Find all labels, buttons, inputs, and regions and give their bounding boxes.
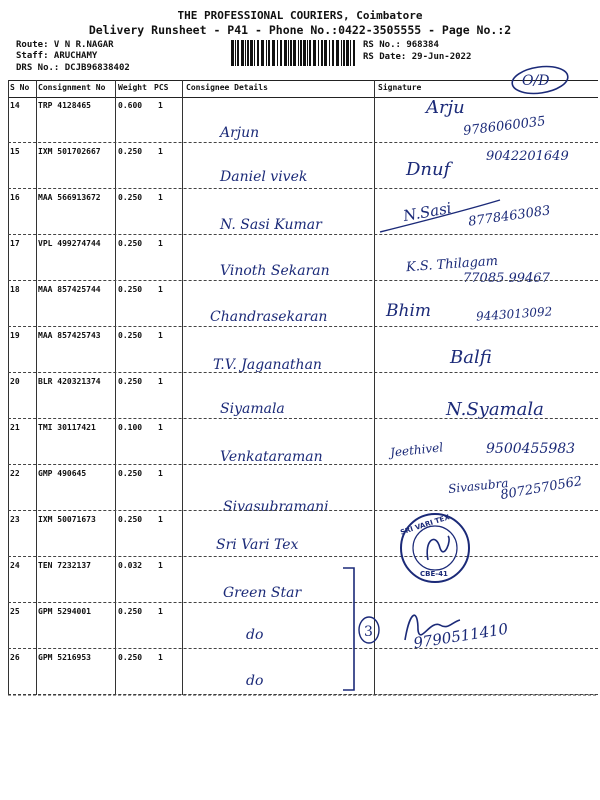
signature-handwriting: N.Sasi — [401, 198, 453, 226]
row-consignment: MAA 566913672 — [38, 193, 101, 202]
row-sno: 25 — [10, 607, 20, 616]
row-consignment: IXM 50071673 — [38, 515, 96, 524]
col-sno: S No — [10, 83, 30, 92]
barcode-icon — [231, 40, 355, 66]
row-sno: 21 — [10, 423, 20, 432]
row-pcs: 1 — [158, 653, 163, 662]
row-pcs: 1 — [158, 423, 163, 432]
signature-handwriting: Bhim — [386, 301, 431, 321]
row-sno: 18 — [10, 285, 20, 294]
phone-handwriting: 9042201649 — [486, 149, 569, 164]
signature-handwriting: K.S. Thilagam — [405, 253, 499, 276]
signature-handwriting: N.Syamala — [446, 399, 544, 420]
row-pcs: 1 — [158, 193, 163, 202]
table-row — [8, 373, 598, 419]
row-consignment: MAA 857425743 — [38, 331, 101, 340]
consignee-handwriting: Chandrasekaran — [210, 309, 328, 325]
row-pcs: 1 — [158, 607, 163, 616]
table-row — [8, 97, 598, 143]
col-pcs: PCS — [154, 83, 169, 92]
row-sno: 19 — [10, 331, 20, 340]
staff-label: Staff: ARUCHAMY — [16, 51, 98, 61]
signature-handwriting: Jeethivel — [389, 440, 444, 460]
signature-handwriting: Arju — [426, 97, 465, 118]
table-row — [8, 235, 598, 286]
company-title: THE PROFESSIONAL COURIERS, Coimbatore — [177, 9, 423, 22]
row-sno: 22 — [10, 469, 20, 478]
row-consignment: GPM 5294001 — [38, 607, 91, 616]
consignee-handwriting: Venkataraman — [220, 449, 323, 465]
row-consignment: MAA 857425744 — [38, 285, 101, 294]
phone-handwriting: 8072570562 — [499, 473, 584, 504]
col-weight: Weight — [118, 83, 147, 92]
table-row — [8, 603, 598, 653]
runsheet-title: Delivery Runsheet - P41 - Phone No.:0422-3505555 - Page No.:2 — [88, 23, 512, 37]
signature-handwriting: Sivasubra — [447, 475, 510, 497]
row-weight: 0.250 — [118, 285, 143, 294]
row-consignment: GMP 490645 — [38, 469, 87, 478]
row-pcs: 1 — [158, 331, 163, 340]
row-weight: 0.250 — [118, 653, 143, 662]
row-weight: 0.250 — [118, 515, 143, 524]
route-label: Route: V N R.NAGAR — [16, 40, 114, 50]
row-consignment: GPM 5216953 — [38, 653, 91, 662]
consignee-handwriting: do — [246, 673, 264, 689]
table-row — [8, 143, 598, 189]
drs-number: DRS No.: DCJB96838402 — [16, 63, 130, 73]
row-sno: 23 — [10, 515, 20, 524]
row-weight: 0.032 — [118, 561, 143, 570]
row-pcs: 1 — [158, 515, 163, 524]
consignee-handwriting: N. Sasi Kumar — [220, 217, 322, 233]
phone-handwriting: 9443013092 — [475, 304, 553, 324]
row-sno: 17 — [10, 239, 20, 248]
count-mark-text: 3 — [364, 624, 373, 640]
row-sno: 14 — [10, 101, 20, 110]
table-row — [8, 327, 598, 373]
table-row — [8, 557, 598, 603]
phone-handwriting: 8778463083 — [467, 203, 552, 230]
consignee-handwriting: do — [246, 627, 264, 643]
row-pcs: 1 — [158, 377, 163, 386]
table-row — [8, 511, 598, 557]
row-pcs: 1 — [158, 147, 163, 156]
consignee-handwriting: Vinoth Sekaran — [220, 263, 330, 279]
row-pcs: 1 — [158, 469, 163, 478]
col-consignment: Consignment No — [38, 83, 106, 92]
col-consignee: Consignee Details — [186, 83, 268, 92]
row-sno: 15 — [10, 147, 20, 156]
row-weight: 0.250 — [118, 239, 143, 248]
consignee-handwriting: Green Star — [223, 585, 302, 601]
row-weight: 0.250 — [118, 377, 143, 386]
phone-handwriting: 9786060035 — [462, 114, 547, 139]
consignee-handwriting: Sri Vari Tex — [216, 537, 299, 553]
row-weight: 0.250 — [118, 147, 143, 156]
consignee-handwriting: Sivasubramani — [223, 499, 329, 515]
row-sno: 16 — [10, 193, 20, 202]
consignee-handwriting: Siyamala — [220, 401, 285, 417]
row-consignment: TEN 7232137 — [38, 561, 91, 570]
table-row — [8, 281, 598, 327]
row-pcs: 1 — [158, 239, 163, 248]
row-consignment: IXM 501702667 — [38, 147, 101, 156]
row-consignment: BLR 420321374 — [38, 377, 101, 386]
row-sno: 26 — [10, 653, 20, 662]
consignee-handwriting: Daniel vivek — [220, 169, 308, 185]
table-row — [8, 649, 598, 695]
row-pcs: 1 — [158, 285, 163, 294]
rs-date: RS Date: 29-Jun-2022 — [363, 52, 472, 62]
table-row — [8, 419, 598, 465]
signature-handwriting: Dnuf — [406, 159, 451, 180]
row-weight: 0.600 — [118, 101, 143, 110]
consignee-handwriting: T.V. Jaganathan — [213, 357, 322, 373]
signature-handwriting: Balfi — [450, 347, 492, 368]
row-sno: 24 — [10, 561, 20, 570]
table-header — [8, 80, 598, 98]
rs-number: RS No.: 968384 — [363, 40, 439, 50]
row-consignment: TRP 4128465 — [38, 101, 91, 110]
col-signature: Signature — [378, 83, 422, 92]
row-pcs: 1 — [158, 561, 163, 570]
row-weight: 0.250 — [118, 193, 143, 202]
row-consignment: TMI 30117421 — [38, 423, 96, 432]
table-row — [8, 189, 598, 235]
phone-handwriting: 77085 99467 — [463, 271, 550, 286]
consignee-handwriting: Arjun — [220, 125, 260, 141]
row-weight: 0.250 — [118, 331, 143, 340]
table-row — [8, 465, 598, 515]
row-divider — [8, 694, 598, 695]
stamp-bottom-text: CBE-41 — [420, 570, 448, 578]
phone-handwriting: 9790511410 — [412, 619, 510, 653]
row-weight: 0.100 — [118, 423, 143, 432]
row-weight: 0.250 — [118, 469, 143, 478]
row-weight: 0.250 — [118, 607, 143, 616]
row-pcs: 1 — [158, 101, 163, 110]
row-sno: 20 — [10, 377, 20, 386]
stamp-top-text: SRI VARI TEX — [399, 513, 451, 537]
phone-handwriting: 9500455983 — [486, 441, 576, 457]
od-mark-text: O/D — [522, 73, 550, 89]
row-consignment: VPL 499274744 — [38, 239, 101, 248]
